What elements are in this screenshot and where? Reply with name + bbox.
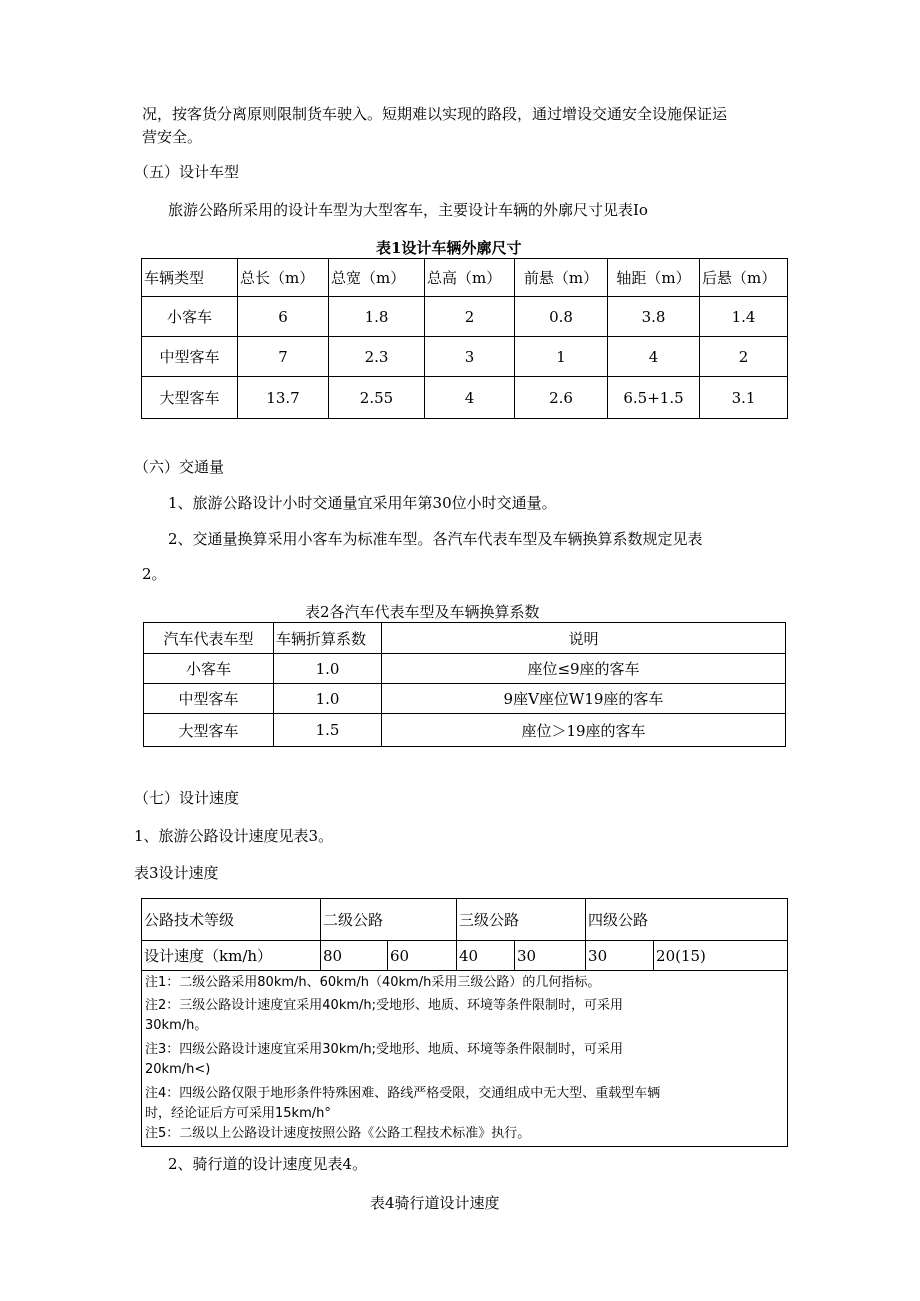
table1-cell: 6 (238, 297, 329, 337)
table2-header-cell: 说明 (382, 623, 786, 654)
table2-cell: 中型客车 (144, 684, 274, 714)
table-row (142, 337, 788, 377)
table2-cell: 1.0 (274, 654, 382, 684)
table3-speed-cell: 40 (457, 941, 515, 971)
table1-cell: 2.3 (329, 337, 425, 377)
table2-cell: 座位＞19座的客车 (382, 714, 786, 747)
table2-caption: 表2各汽车代表车型及车辆换算系数 (305, 603, 540, 621)
table3-note: 注1：二级公路采用80km/h、60km/h（40km/h采用三级公路）的几何指标。 (145, 975, 601, 990)
table2-cell: 9座V座位W19座的客车 (382, 684, 786, 714)
table3-speed-cell: 80 (321, 941, 388, 971)
table1-cell: 4 (608, 337, 700, 377)
section5-paragraph: 旅游公路所采用的设计车型为大型客车，主要设计车辆的外廓尺寸见表Io (168, 201, 648, 219)
table1-cell: 3.8 (608, 297, 700, 337)
table-row (144, 714, 786, 747)
table2-cell: 1.5 (274, 714, 382, 747)
table1-cell: 小客车 (142, 297, 238, 337)
table3-note: 20km/h<) (145, 1062, 211, 1077)
section5-heading: （五）设计车型 (134, 163, 240, 181)
table2-cell: 大型客车 (144, 714, 274, 747)
table3-notes-row (142, 971, 788, 1147)
table3-note: 注3：四级公路设计速度宜采用30km/h;受地形、地质、环境等条件限制时，可采用 (145, 1042, 624, 1057)
table1 (141, 258, 788, 419)
table1-header-cell: 轴距（m） (608, 259, 700, 297)
table1-cell: 2 (425, 297, 515, 337)
table3 (141, 898, 788, 1147)
table2 (143, 622, 786, 747)
table3-grade-cell: 二级公路 (321, 899, 457, 941)
table2-cell: 1.0 (274, 684, 382, 714)
table1-cell: 3.1 (700, 377, 788, 419)
table4-caption: 表4骑行道设计速度 (370, 1194, 500, 1212)
table3-speed-cell: 60 (388, 941, 457, 971)
table1-cell: 4 (425, 377, 515, 419)
table2-header-row (144, 623, 786, 654)
table2-header-cell: 汽车代表车型 (144, 623, 274, 654)
table3-header-label: 公路技术等级 (142, 899, 321, 941)
table1-header-row (142, 259, 788, 297)
section6-item2-line2: 2。 (142, 565, 167, 583)
table3-note: 注2：三级公路设计速度宜采用40km/h;受地形、地质、环境等条件限制时，可采用 (145, 998, 624, 1013)
table1-cell: 1 (515, 337, 608, 377)
table3-caption: 表3设计速度 (134, 864, 219, 882)
intro-line-2: 营安全。 (142, 128, 203, 146)
table1-cell: 1.4 (700, 297, 788, 337)
table-row (142, 377, 788, 419)
table1-cell: 6.5+1.5 (608, 377, 700, 419)
section6-heading: （六）交通量 (134, 458, 225, 476)
table1-cell: 13.7 (238, 377, 329, 419)
table1-cell: 0.8 (515, 297, 608, 337)
table-row (144, 654, 786, 684)
table3-grade-cell: 三级公路 (457, 899, 586, 941)
table3-grade-cell: 四级公路 (586, 899, 788, 941)
table3-note: 时，经论证后方可采用15km/h° (145, 1106, 331, 1121)
table1-cell: 3 (425, 337, 515, 377)
table3-speed-label: 设计速度（km/h） (142, 941, 321, 971)
table1-cell: 1.8 (329, 297, 425, 337)
table3-notes-cell (142, 971, 788, 1147)
section7-item1: 1、旅游公路设计速度见表3。 (134, 827, 334, 845)
table1-cell: 2.6 (515, 377, 608, 419)
section7-heading: （七）设计速度 (134, 789, 240, 807)
table1-header-cell: 车辆类型 (142, 259, 238, 297)
section6-item2-line1: 2、交通量换算采用小客车为标准车型。各汽车代表车型及车辆换算系数规定见表 (168, 530, 703, 548)
table1-cell: 2 (700, 337, 788, 377)
table1-header-cell: 前悬（m） (515, 259, 608, 297)
table1-header-cell: 后悬（m） (700, 259, 788, 297)
table3-note: 注4：四级公路仅限于地形条件特殊困难、路线严格受限，交通组成中无大型、重载型车辆 (145, 1086, 661, 1101)
table3-speed-cell: 20(15) (654, 941, 788, 971)
table2-header-cell: 车辆折算系数 (274, 623, 382, 654)
table3-speed-cell: 30 (515, 941, 586, 971)
table2-cell: 座位≤9座的客车 (382, 654, 786, 684)
section6-item1: 1、旅游公路设计小时交通量宜采用年第30位小时交通量。 (168, 494, 557, 512)
table1-header-cell: 总宽（m） (329, 259, 425, 297)
intro-line-1: 况，按客货分离原则限制货车驶入。短期难以实现的路段，通过增设交通安全设施保证运 (142, 105, 728, 123)
table3-speed-cell: 30 (586, 941, 654, 971)
table1-caption: 表1设计车辆外廓尺寸 (376, 239, 522, 257)
table3-header-row (142, 899, 788, 941)
table2-cell: 小客车 (144, 654, 274, 684)
table3-note: 30km/h。 (145, 1018, 208, 1033)
table-row (142, 297, 788, 337)
table1-cell: 7 (238, 337, 329, 377)
table1-cell: 大型客车 (142, 377, 238, 419)
table1-cell: 2.55 (329, 377, 425, 419)
speed-item2: 2、骑行道的设计速度见表4。 (168, 1155, 368, 1173)
table3-speed-row (142, 941, 788, 971)
table-row (144, 684, 786, 714)
table1-header-cell: 总长（m） (238, 259, 329, 297)
table3-note: 注5：二级以上公路设计速度按照公路《公路工程技术标准》执行。 (145, 1126, 531, 1141)
table1-header-cell: 总高（m） (425, 259, 515, 297)
table1-cell: 中型客车 (142, 337, 238, 377)
